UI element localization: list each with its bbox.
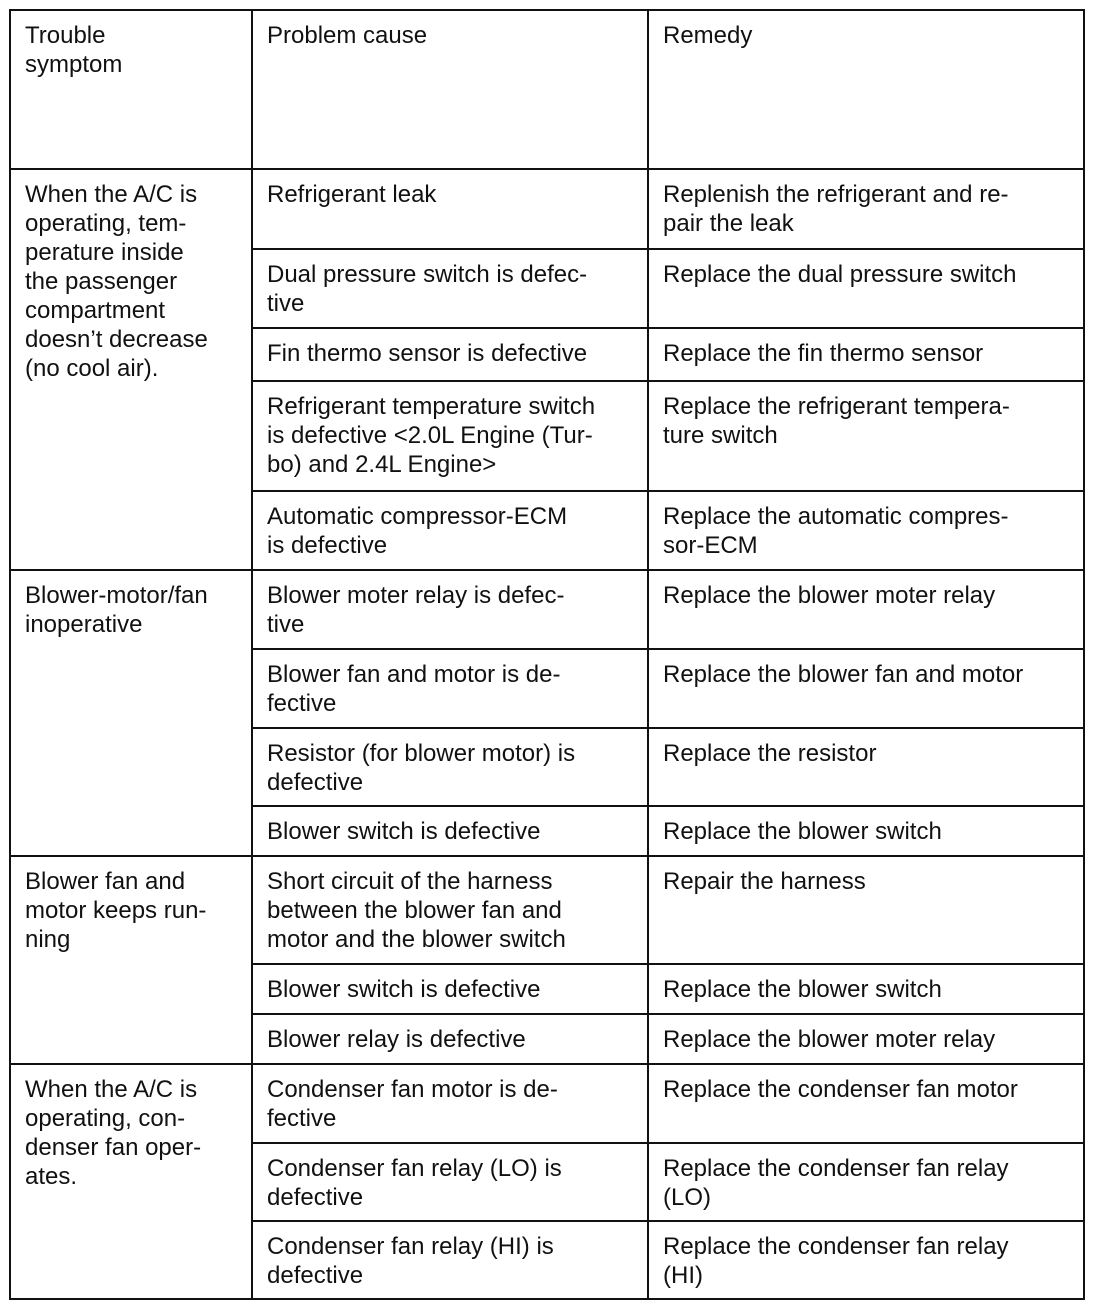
table-row	[10, 1064, 1084, 1143]
symptom-cell: Blower-motor/fan inoperative	[10, 570, 252, 856]
table-row	[10, 169, 1084, 249]
cause-cell: Blower switch is defective	[252, 806, 648, 856]
cause-cell: Dual pressure switch is defec- tive	[252, 249, 648, 328]
cause-cell: Blower moter relay is defec- tive	[252, 570, 648, 649]
header-remedy: Remedy	[648, 10, 1084, 169]
remedy-cell: Replace the resistor	[648, 728, 1084, 806]
header-row	[10, 10, 1084, 169]
symptom-cell: When the A/C is operating, tem- perature inside the passenger compartment doesn’t decrease (no cool air).	[10, 169, 252, 570]
cause-cell: Short circuit of the harness between the blower fan and motor and the blower switch	[252, 856, 648, 964]
remedy-cell: Replace the condenser fan relay (LO)	[648, 1143, 1084, 1221]
table-row	[10, 856, 1084, 964]
symptom-cell: Blower fan and motor keeps run- ning	[10, 856, 252, 1064]
remedy-cell: Replace the fin thermo sensor	[648, 328, 1084, 381]
cause-cell: Blower switch is defective	[252, 964, 648, 1014]
cause-cell: Refrigerant temperature switch is defective <2.0L Engine (Tur- bo) and 2.4L Engine>	[252, 381, 648, 491]
remedy-cell: Repair the harness	[648, 856, 1084, 964]
header-problem-cause: Problem cause	[252, 10, 648, 169]
remedy-cell: Replace the condenser fan motor	[648, 1064, 1084, 1143]
table-body	[10, 169, 1084, 1299]
remedy-cell: Replace the blower moter relay	[648, 1014, 1084, 1064]
cause-cell: Automatic compressor-ECM is defective	[252, 491, 648, 570]
cause-cell: Condenser fan relay (HI) is defective	[252, 1221, 648, 1299]
remedy-cell: Replace the refrigerant tempera- ture switch	[648, 381, 1084, 491]
cause-cell: Condenser fan relay (LO) is defective	[252, 1143, 648, 1221]
remedy-cell: Replace the automatic compres- sor-ECM	[648, 491, 1084, 570]
cause-cell: Refrigerant leak	[252, 169, 648, 249]
symptom-cell: When the A/C is operating, con- denser fan oper- ates.	[10, 1064, 252, 1299]
remedy-cell: Replace the condenser fan relay (HI)	[648, 1221, 1084, 1299]
troubleshooting-table	[9, 9, 1085, 1300]
remedy-cell: Replace the blower switch	[648, 964, 1084, 1014]
table-row	[10, 570, 1084, 649]
cause-cell: Blower fan and motor is de- fective	[252, 649, 648, 728]
remedy-cell: Replenish the refrigerant and re- pair the leak	[648, 169, 1084, 249]
remedy-cell: Replace the dual pressure switch	[648, 249, 1084, 328]
cause-cell: Condenser fan motor is de- fective	[252, 1064, 648, 1143]
cause-cell: Blower relay is defective	[252, 1014, 648, 1064]
remedy-cell: Replace the blower switch	[648, 806, 1084, 856]
cause-cell: Resistor (for blower motor) is defective	[252, 728, 648, 806]
remedy-cell: Replace the blower fan and motor	[648, 649, 1084, 728]
remedy-cell: Replace the blower moter relay	[648, 570, 1084, 649]
cause-cell: Fin thermo sensor is defective	[252, 328, 648, 381]
header-trouble-symptom: Trouble symptom	[10, 10, 252, 169]
